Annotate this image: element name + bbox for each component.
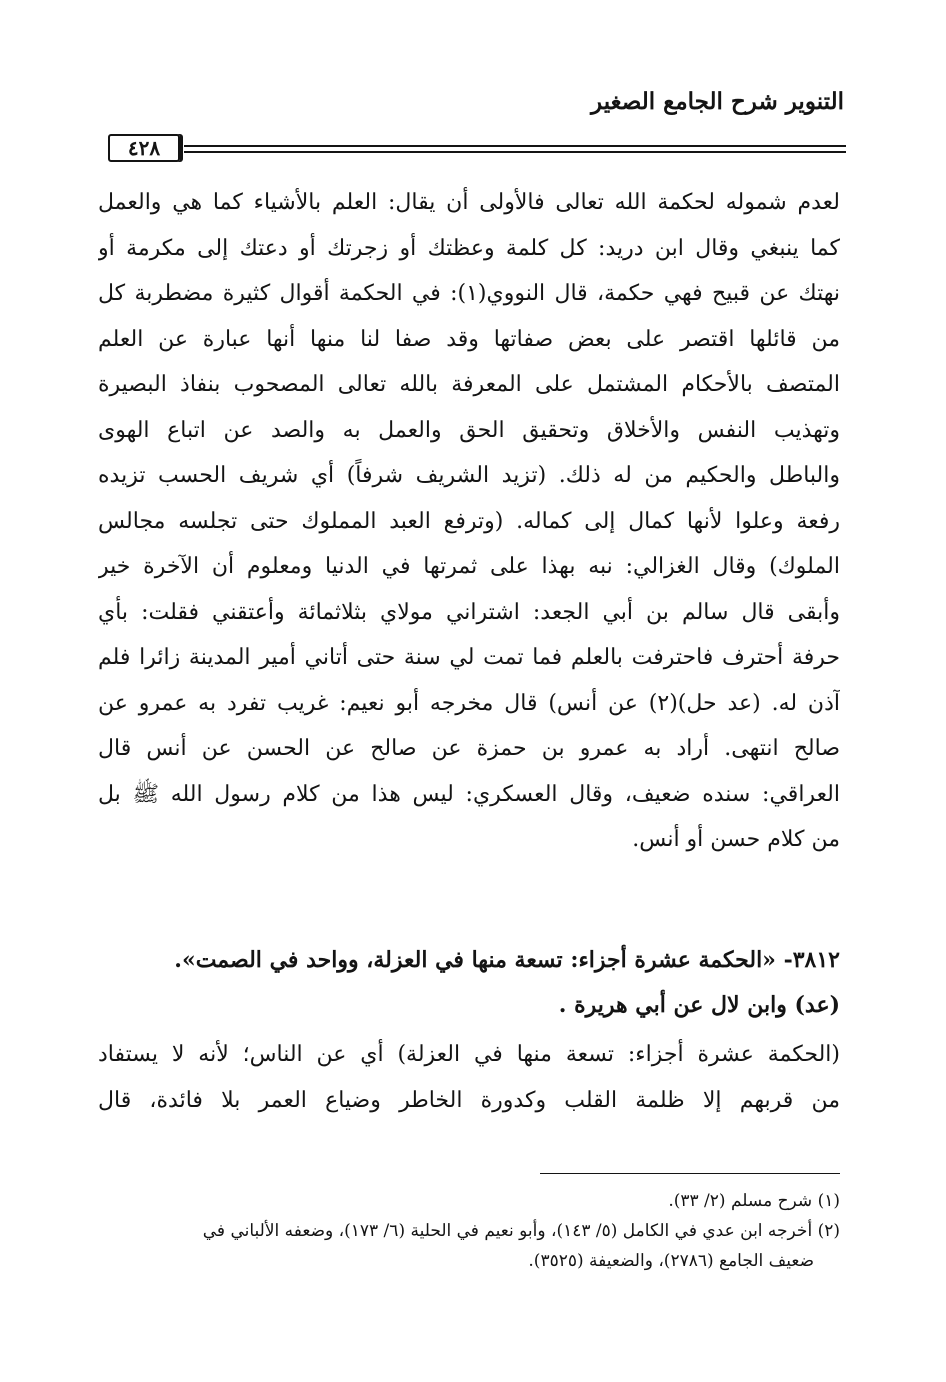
- text-line: وأبقى قال سالم بن أبي الجعد: اشتراني مولاي بثلاثمائة وأعتقني فقلت: بأي: [98, 599, 840, 625]
- commentary-paragraph-2: [98, 1032, 840, 1123]
- footnotes: [98, 1186, 840, 1276]
- double-rule: [192, 145, 846, 153]
- text-line: من قائلها اقتصر على بعض صفاتها وقد صفا لنا منها أنها عبارة عن العلم: [98, 326, 840, 352]
- footnote-2-continued: ضعيف الجامع (٢٧٨٦)، والضعيفة (٣٥٢٥).: [528, 1251, 814, 1271]
- commentary-paragraph: [98, 180, 840, 863]
- text-line: والباطل والحكيم من له ذلك. (تزيد الشريف شرفاً) أي شريف الحسب تزيده: [98, 463, 840, 488]
- footnote-1: (١) شرح مسلم (٢/ ٣٣).: [668, 1191, 840, 1211]
- text-line: نهتك عن قبيح فهي حكمة، قال النووي(١): في الحكمة أقوال كثيرة مضطربة كل: [98, 281, 840, 306]
- header-rule: [100, 134, 846, 174]
- text-line: رفعة وعلوا لأنها كمال إلى كماله. (وترفع العبد المملوك حتى تجلسه مجالس: [98, 508, 840, 534]
- text-line: الملوك) وقال الغزالي: نبه بهذا على ثمرتها في الدنيا ومعلوم أن الآخرة خير: [98, 554, 840, 579]
- hadith-text: ٣٨١٢- «الحكمة عشرة أجزاء: تسعة منها في العزلة، وواحد في الصمت».: [174, 947, 840, 973]
- text-line: المتصف بالأحكام المشتمل على المعرفة بالله تعالى المصحوب بنفاذ البصيرة: [98, 372, 840, 397]
- text-line: لعدم شموله لحكمة الله تعالى فالأولى أن يقال: العلم بالأشياء كما هي والعمل: [98, 190, 840, 215]
- footnote-2: (٢) أخرجه ابن عدي في الكامل (٥/ ١٤٣)، وأبو نعيم في الحلية (٦/ ١٧٣)، وضعفه الألباني في: [202, 1221, 840, 1241]
- text-line: (الحكمة عشرة أجزاء: تسعة منها في العزلة) أي عن الناس؛ لأنه لا يستفاد: [98, 1042, 840, 1067]
- text-line: آذن له. (عد حل)(٢) عن أنس) قال مخرجه أبو نعيم: غريب تفرد به عمرو عن: [98, 690, 840, 716]
- page-number: ٤٢٨: [108, 134, 180, 162]
- hadith-source: [98, 983, 840, 1029]
- text-line: صالح انتهى. أراد به عمرو بن حمزة عن صالح عن الحسن عن أنس قال: [98, 736, 840, 761]
- running-title: التنوير شرح الجامع الصغير: [591, 88, 844, 115]
- text-line: وتهذيب النفس والأخلاق وتحقيق الحق والعمل به والصد عن اتباع الهوى: [98, 417, 840, 443]
- text-line: كما ينبغي وقال ابن دريد: كل كلمة وعظتك أو زجرتك أو دعتك إلى مكرمة أو: [98, 235, 840, 261]
- footnote-separator: [540, 1173, 840, 1174]
- rule-end-mark: [184, 145, 192, 153]
- text-line: من كلام حسن أو أنس.: [632, 827, 840, 852]
- hadith-source-line: (عد) وابن لال عن أبي هريرة .: [558, 992, 840, 1018]
- text-line: حرفة أحترف فاحترفت بالعلم فما تمت لي سنة حتى أتاني أمير المدينة زائرا فلم: [98, 645, 840, 670]
- text-line: من قربهم إلا ظلمة القلب وكدورة الخاطر وضياع العمر بلا فائدة، قال: [98, 1087, 840, 1113]
- text-line: العراقي: سنده ضعيف، وقال العسكري: ليس هذا من كلام رسول الله ﷺ بل: [98, 781, 840, 807]
- hadith-entry: [98, 938, 840, 984]
